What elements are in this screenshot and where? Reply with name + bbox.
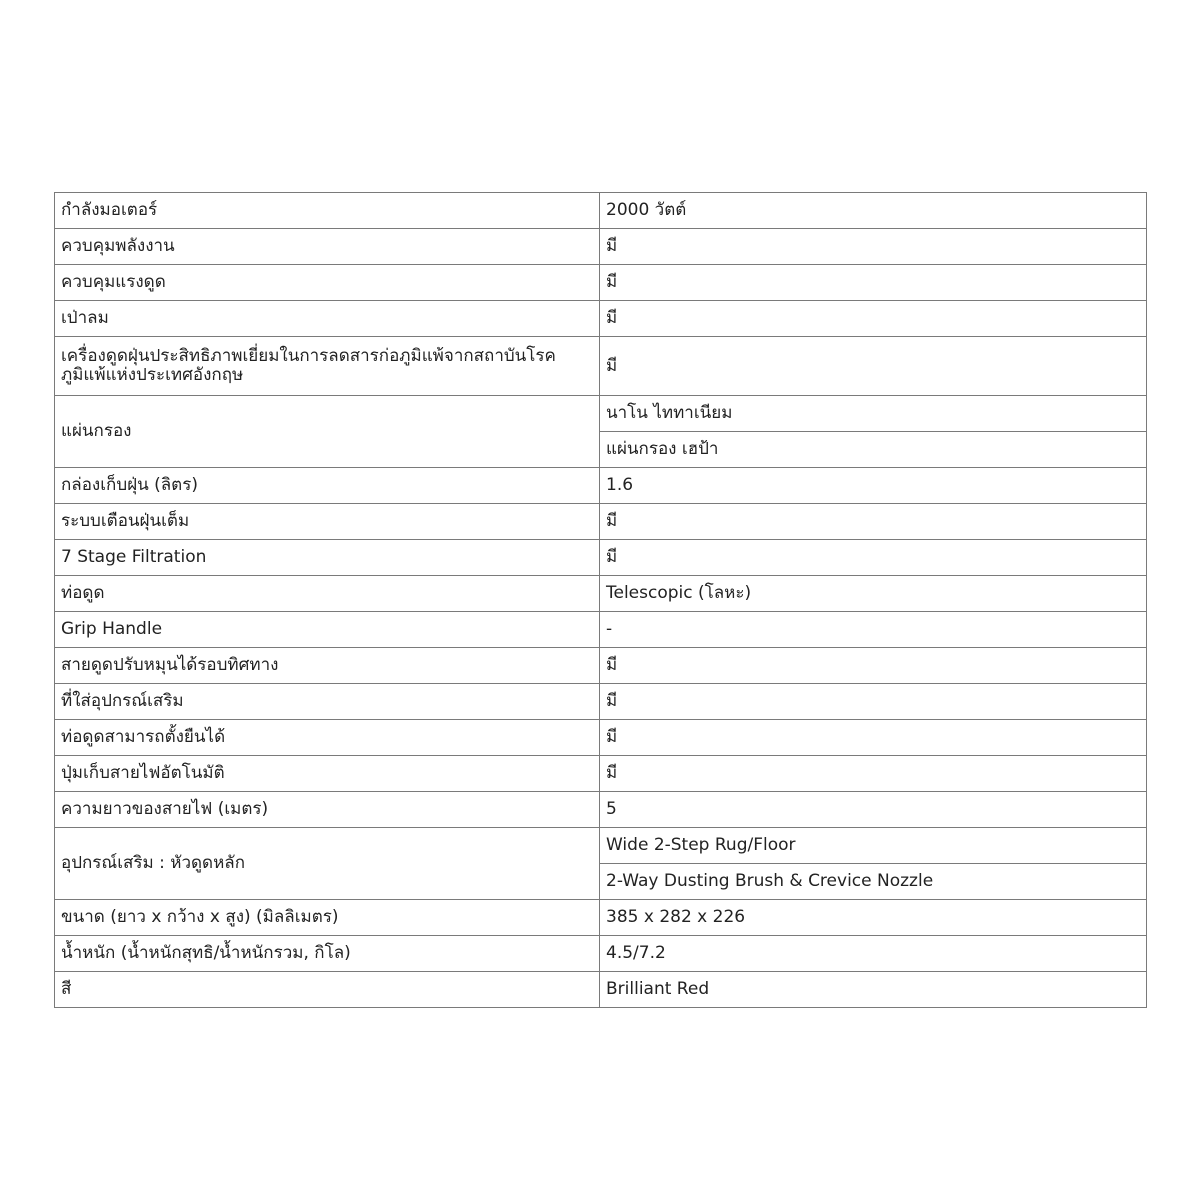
- spec-table: [54, 192, 1147, 1008]
- spec-label: ปุ่มเก็บสายไฟอัตโนมัติ: [55, 756, 600, 792]
- spec-value: มี: [600, 720, 1147, 756]
- spec-row: [55, 972, 1147, 1008]
- spec-table-body: [55, 193, 1147, 1008]
- spec-row: [55, 301, 1147, 337]
- spec-row: [55, 648, 1147, 684]
- spec-label: ท่อดูดสามารถตั้งยืนได้: [55, 720, 600, 756]
- spec-label: ความยาวของสายไฟ (เมตร): [55, 792, 600, 828]
- spec-value: แผ่นกรอง เฮป้า: [600, 432, 1147, 468]
- spec-value: Brilliant Red: [600, 972, 1147, 1008]
- spec-label: เป่าลม: [55, 301, 600, 337]
- spec-value: มี: [600, 684, 1147, 720]
- spec-row: [55, 540, 1147, 576]
- spec-row: [55, 792, 1147, 828]
- spec-label: น้ำหนัก (น้ำหนักสุทธิ/น้ำหนักรวม, กิโล): [55, 936, 600, 972]
- spec-row: [55, 720, 1147, 756]
- spec-value: 5: [600, 792, 1147, 828]
- spec-row: [55, 756, 1147, 792]
- spec-label: ที่ใส่อุปกรณ์เสริม: [55, 684, 600, 720]
- spec-row: [55, 936, 1147, 972]
- spec-value: 2-Way Dusting Brush & Crevice Nozzle: [600, 864, 1147, 900]
- spec-value: มี: [600, 301, 1147, 337]
- spec-label: สายดูดปรับหมุนได้รอบทิศทาง: [55, 648, 600, 684]
- spec-row: [55, 229, 1147, 265]
- spec-label: เครื่องดูดฝุ่นประสิทธิภาพเยี่ยมในการลดสารก่อภูมิแพ้จากสถาบันโรคภูมิแพ้แห่งประเทศอังกฤษ: [55, 337, 600, 396]
- spec-label: กล่องเก็บฝุ่น (ลิตร): [55, 468, 600, 504]
- spec-value: มี: [600, 648, 1147, 684]
- spec-row: [55, 396, 1147, 432]
- spec-label: ท่อดูด: [55, 576, 600, 612]
- spec-label: 7 Stage Filtration: [55, 540, 600, 576]
- spec-value: มี: [600, 337, 1147, 396]
- spec-row: [55, 612, 1147, 648]
- spec-value: Wide 2-Step Rug/Floor: [600, 828, 1147, 864]
- spec-label: ขนาด (ยาว x กว้าง x สูง) (มิลลิเมตร): [55, 900, 600, 936]
- spec-row: [55, 504, 1147, 540]
- spec-label: ระบบเตือนฝุ่นเต็ม: [55, 504, 600, 540]
- spec-value: มี: [600, 756, 1147, 792]
- spec-row: [55, 193, 1147, 229]
- spec-value: 385 x 282 x 226: [600, 900, 1147, 936]
- spec-row: [55, 265, 1147, 301]
- spec-row: [55, 576, 1147, 612]
- spec-value: Telescopic (โลหะ): [600, 576, 1147, 612]
- spec-row: [55, 684, 1147, 720]
- spec-value: -: [600, 612, 1147, 648]
- spec-label: แผ่นกรอง: [55, 396, 600, 468]
- spec-value: 4.5/7.2: [600, 936, 1147, 972]
- spec-label: Grip Handle: [55, 612, 600, 648]
- spec-value: 1.6: [600, 468, 1147, 504]
- spec-row: [55, 828, 1147, 864]
- spec-label: ควบคุมแรงดูด: [55, 265, 600, 301]
- spec-value: มี: [600, 229, 1147, 265]
- spec-label: ควบคุมพลังงาน: [55, 229, 600, 265]
- spec-value: มี: [600, 504, 1147, 540]
- spec-row: [55, 337, 1147, 396]
- spec-row: [55, 900, 1147, 936]
- spec-value: 2000 วัตต์: [600, 193, 1147, 229]
- spec-value: นาโน ไททาเนียม: [600, 396, 1147, 432]
- spec-label: สี: [55, 972, 600, 1008]
- spec-label: อุปกรณ์เสริม : หัวดูดหลัก: [55, 828, 600, 900]
- spec-row: [55, 468, 1147, 504]
- spec-value: มี: [600, 540, 1147, 576]
- spec-value: มี: [600, 265, 1147, 301]
- spec-label: กำลังมอเตอร์: [55, 193, 600, 229]
